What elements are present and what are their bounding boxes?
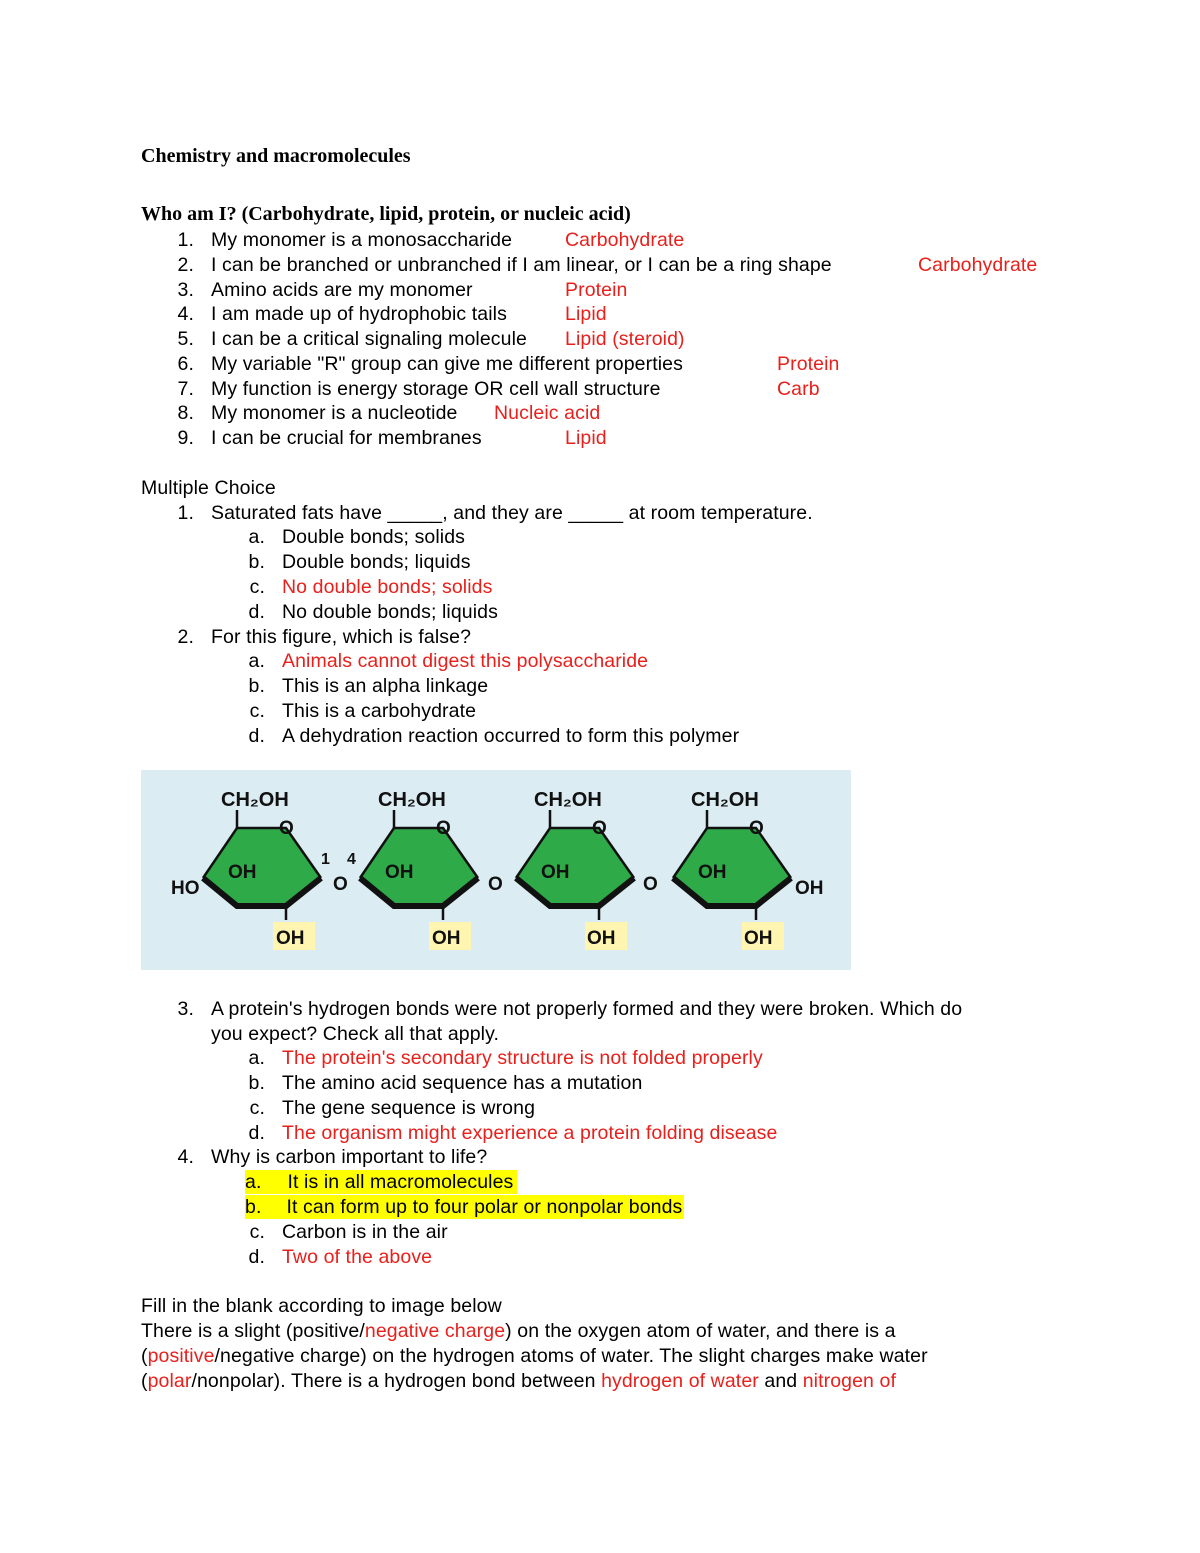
svg-text:4: 4 <box>347 851 356 868</box>
fill-line-2: (positive/negative charge) on the hydrogen atoms of water. The slight charges make water <box>141 1345 928 1367</box>
answer: Nucleic acid <box>494 402 601 424</box>
who-am-i-heading: Who am I? (Carbohydrate, lipid, protein, or nucleic acid) <box>141 203 631 225</box>
svg-text:O: O <box>749 818 764 839</box>
svg-text:OH: OH <box>698 862 727 883</box>
svg-text:OH: OH <box>228 862 257 883</box>
svg-text:OH: OH <box>432 928 461 949</box>
fill-line-3: (polar/nonpolar). There is a hydrogen bond between hydrogen of water and nitrogen of <box>141 1370 896 1392</box>
answer: Carb <box>777 378 820 400</box>
mc-heading: Multiple Choice <box>141 477 276 499</box>
glucose-unit-1 <box>171 789 356 950</box>
glucose-unit-4 <box>673 789 824 950</box>
svg-text:OH: OH <box>541 862 570 883</box>
fill-heading: Fill in the blank according to image below <box>141 1295 502 1317</box>
polysaccharide-figure <box>141 770 851 970</box>
glucose-unit-2 <box>360 789 503 950</box>
page-title: Chemistry and macromolecules <box>141 145 411 167</box>
svg-text:O: O <box>436 818 451 839</box>
glycosidic-oxygen: O <box>643 874 658 895</box>
question-3-continued: you expect? Check all that apply. <box>211 1023 500 1045</box>
terminal-oh: OH <box>795 878 824 899</box>
fill-line-1: There is a slight (positive/negative charge) on the oxygen atom of water, and there is a <box>141 1320 896 1342</box>
answer: Lipid (steroid) <box>565 328 685 350</box>
svg-text:OH: OH <box>276 928 305 949</box>
svg-text:O: O <box>279 818 294 839</box>
answer: Carbohydrate <box>918 254 1038 276</box>
ch2oh-label: CH₂OH <box>534 789 602 811</box>
glucose-unit-3 <box>516 789 658 950</box>
answer: Protein <box>565 279 628 301</box>
glycosidic-oxygen: O <box>488 874 503 895</box>
svg-text:OH: OH <box>744 928 773 949</box>
answer: Protein <box>777 353 840 375</box>
glucose-chain-diagram <box>141 770 851 970</box>
svg-text:1: 1 <box>321 851 330 868</box>
answer: Lipid <box>565 427 607 449</box>
svg-text:OH: OH <box>587 928 616 949</box>
document-page: Chemistry and macromolecules Who am I? (Carbohydrate, lipid, protein, or nucleic acid) 1. My monomer is a monosaccharide Carbohydrate 2. I can be branched or unbranched if I am linear, or I can be a ring shape Carbohydrate 3. Amino acids are my monomer Protein 4. I am made up of hydrophobic tails Lipid 5. I can be a critical signaling molecule Lipid (steroid) 6. My variable "R" group can give me different properties Protein 7. My function is energy storage OR cell wall structure Carb 8. My monomer is a nucleotide Nucleic acid 9. I can be crucial for membranes Lipid Multiple Choice 1. Saturated fats have _____, and they are _____ at room temperature. a. Double bonds; solids b. Double bonds; liquids c. No double bonds; solids d. No double bonds; liquids 2. For this figure, which is false? a. Animals cannot digest this polysaccharide b. This is an alpha linkage c. This is a carbohydrate d. A dehydration reaction occurred to form this polymer CH₂OH O OH HO OH 1 4 O CH₂OH O OH OH O CH₂OH O OH OH O CH₂OH O OH OH OH 3. A protein's hydrogen bonds were not properly formed and they were broken. Which do you expect? Check all that apply. a. The protein's secondary structure is not folded properly b. The amino acid sequence has a mutation c. The gene sequence is wrong d. The organism might experience a protein folding disease 4. Why is carbon important to life? a. It is in all macromolecules b. It can form up to four polar or nonpolar bonds c. Carbon is in the air d. Two of the above Fill in the blank according to image below There is a slight (positive/negative charge) on the oxygen atom of water, and there is a (positive/negative charge) on the hydrogen atoms of water. The slight charges make water (polar/nonpolar). There is a hydrogen bond between hydrogen of water and nitrogen of <box>141 145 1038 1392</box>
glycosidic-oxygen: O <box>333 874 348 895</box>
ho-label: HO <box>171 878 200 899</box>
ch2oh-label: CH₂OH <box>691 789 759 811</box>
answer: Lipid <box>565 303 607 325</box>
svg-text:O: O <box>592 818 607 839</box>
answer: Carbohydrate <box>565 229 685 251</box>
svg-text:OH: OH <box>385 862 414 883</box>
ch2oh-label: CH₂OH <box>378 789 446 811</box>
ch2oh-label: CH₂OH <box>221 789 289 811</box>
